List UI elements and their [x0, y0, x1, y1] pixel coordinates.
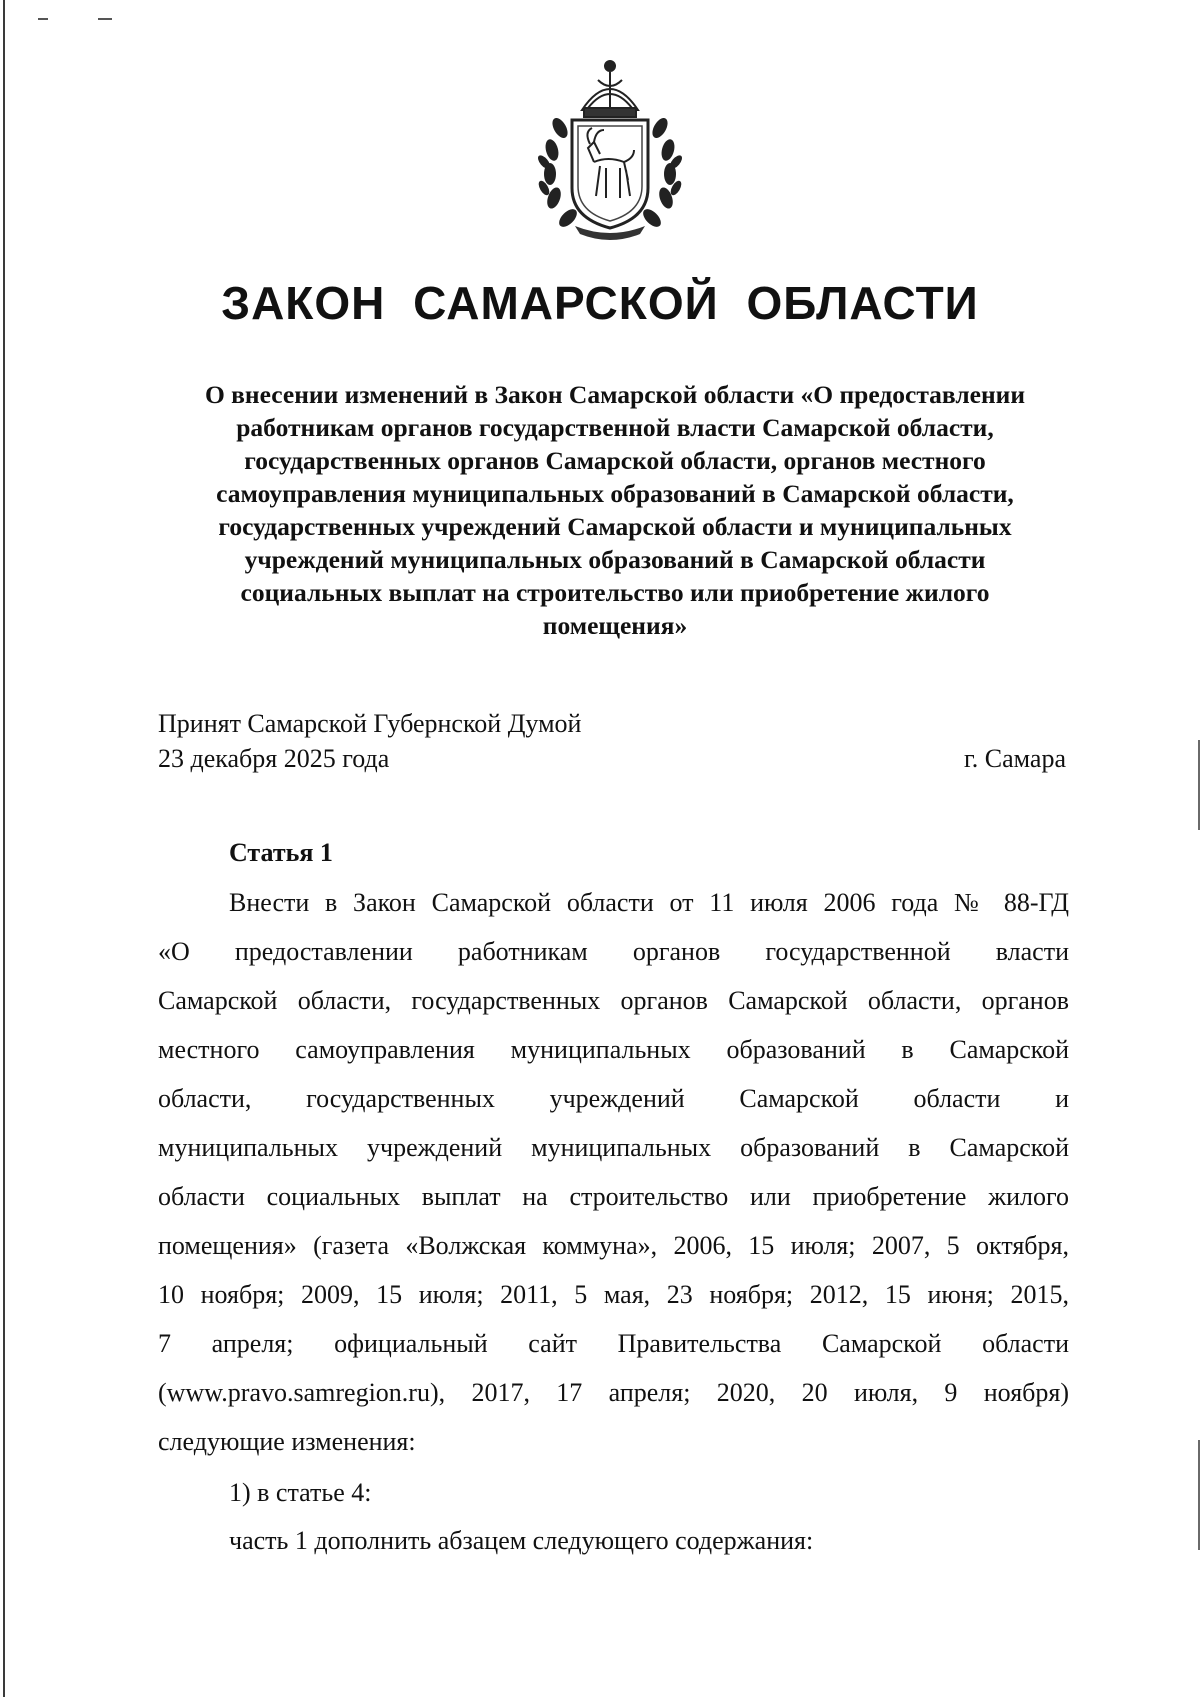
law-title: ЗАКОН САМАРСКОЙ ОБЛАСТИ: [221, 277, 979, 329]
article-paragraph-first-line: [229, 878, 1069, 927]
body-line: Самарской области, государственных органов Самарской области, органов: [158, 986, 1069, 1015]
adoption-info: [158, 706, 581, 776]
subtitle-line: помещения»: [542, 611, 688, 640]
adopted-by: Принят Самарской Губернской Думой: [158, 709, 582, 738]
article-paragraph: [158, 927, 1069, 1466]
list-item: 1) в статье 4:: [229, 1478, 372, 1507]
law-subtitle: [150, 378, 1080, 642]
body-line: 7 апреля; официальный сайт Правительства Самарской области: [158, 1329, 1069, 1358]
subtitle-line: работникам органов государственной власти Самарской области,: [236, 413, 994, 442]
adopted-date: 23 декабря 2025 года: [158, 744, 390, 773]
scan-edge-line: [3, 0, 5, 1697]
body-line: местного самоуправления муниципальных образований в Самарской: [158, 1035, 1069, 1064]
list-item-text: часть 1 дополнить абзацем следующего содержания:: [229, 1526, 814, 1555]
subtitle-line: государственных органов Самарской области, органов местного: [244, 446, 986, 475]
body-line: области, государственных учреждений Самарской области и: [158, 1084, 1069, 1113]
city: г. Самара: [964, 744, 1066, 773]
body-line: следующие изменения:: [158, 1427, 416, 1456]
article-heading: Статья 1: [229, 838, 333, 867]
body-line: (www.pravo.samregion.ru), 2017, 17 апреля; 2020, 20 июля, 9 ноября): [158, 1378, 1069, 1407]
body-line: 10 ноября; 2009, 15 июля; 2011, 5 мая, 23 ноября; 2012, 15 июня; 2015,: [158, 1280, 1069, 1309]
scan-speck: [38, 18, 48, 20]
subtitle-line: социальных выплат на строительство или приобретение жилого: [240, 578, 990, 607]
body-line: области социальных выплат на строительство или приобретение жилого: [158, 1182, 1069, 1211]
body-line: «О предоставлении работникам органов государственной власти: [158, 937, 1069, 966]
subtitle-line: О внесении изменений в Закон Самарской области «О предоставлении: [204, 380, 1026, 409]
subtitle-line: государственных учреждений Самарской области и муниципальных: [218, 512, 1012, 541]
body-line: муниципальных учреждений муниципальных образований в Самарской: [158, 1133, 1069, 1162]
subtitle-line: самоуправления муниципальных образований в Самарской области,: [216, 479, 1014, 508]
body-line: Внести в Закон Самарской области от 11 июля 2006 года № 88-ГД: [229, 888, 1069, 917]
subtitle-line: учреждений муниципальных образований в Самарской области: [244, 545, 986, 574]
body-line: помещения» (газета «Волжская коммуна», 2006, 15 июля; 2007, 5 октября,: [158, 1231, 1069, 1260]
samara-coat-of-arms-icon: [530, 58, 690, 240]
scan-speck: [98, 18, 112, 20]
